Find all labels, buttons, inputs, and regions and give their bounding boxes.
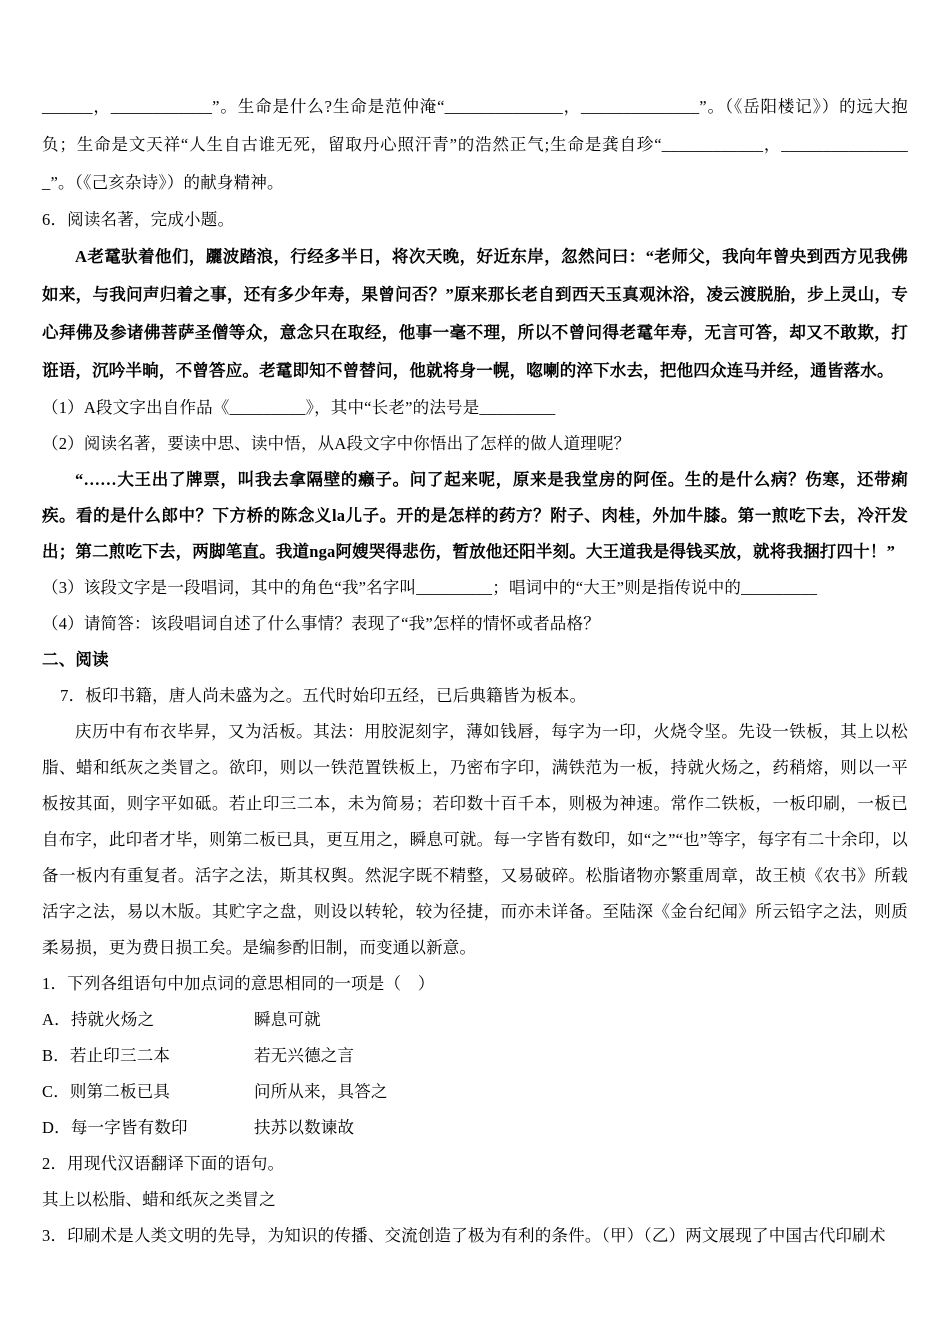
option-row (42, 1074, 908, 1110)
paragraph: ______，____________”。生命是什么?生命是范仲淹“______________，______________”。（《岳阳楼记》）的远大抱负；生命是文天祥“人生自古谁无死，留取丹心照汗青”的浩然正气;生命是龚自珍“____________，________________”。（《己亥杂诗》）的献身精神。 (42, 97, 908, 192)
paragraph: 1．下列各组语句中加点词的意思相同的一项是（ ） (42, 974, 435, 993)
paragraph: 二、阅读 (42, 650, 109, 669)
option-right-phrase: 扶苏以数谏故 (254, 1118, 355, 1137)
paragraph: 3．印刷术是人类文明的先导，为知识的传播、交流创造了极为有利的条件。（甲）（乙）两文展现了中国古代印刷术 (42, 1226, 886, 1245)
option-right-phrase: 瞬息可就 (254, 1010, 321, 1029)
option-left-phrase: C．则第二板已具 (42, 1082, 171, 1101)
option-row (42, 1038, 908, 1074)
paragraph: 7．板印书籍，唐人尚未盛为之。五代时始印五经，已后典籍皆为板本。 (60, 686, 587, 705)
paragraph: （2）阅读名著，要读中思、读中悟，从A段文字中你悟出了怎样的做人道理呢？ (42, 434, 631, 453)
option-right-phrase: 若无兴德之言 (254, 1046, 355, 1065)
paragraph: 庆历中有布衣毕昇，又为活板。其法：用胶泥刻字，薄如钱唇，每字为一印，火烧令坚。先设一铁板，其上以松脂、蜡和纸灰之类冒之。欲印，则以一铁范置铁板上，乃密布字印，满铁范为一板，持就火炀之，药稍熔，则以一平板按其面，则字平如砥。若止印三二本，未为简易；若印数十百千本，则极为神速。常作二铁板，一板印刷，一板已自布字，此印者才毕，则第二板已具，更互用之，瞬息可就。每一字皆有数印，如“之”“也”等字，每字有二十余印，以备一板内有重复者。活字之法，斯其权舆。然泥字既不精整，又易破碎。松脂诸物亦繁重周章，故王桢《农书》所载活字之法，易以木版。其贮字之盘，则设以转轮，较为径捷，而亦未详备。至陆深《金台纪闻》所云铅字之法，则质柔易损，更为费日损工矣。是编参酌旧制，而变通以新意。 (42, 722, 908, 957)
paragraph: “……大王出了牌票，叫我去拿隔壁的癞子。问了起来呢，原来是我堂房的阿侄。生的是什么病？伤寒，还带痢疾。看的是什么郎中？下方桥的陈念义la儿子。开的是怎样的药方？附子、肉桂，外加牛膝。第一煎吃下去，冷汗发出；第二煎吃下去，两脚笔直。我道nga阿嫂哭得悲伤，暂放他还阳半刻。大王道我是得钱买放，就将我捆打四十！” (42, 470, 908, 561)
paragraph: 2．用现代汉语翻译下面的语句。 (42, 1154, 285, 1173)
paragraph: （3）该段文字是一段唱词，其中的角色“我”名字叫_________；唱词中的“大王”则是指传说中的_________ (42, 578, 818, 597)
option-left-phrase: B．若止印三二本 (42, 1046, 171, 1065)
document-body (42, 88, 908, 1254)
paragraph: A老鼋驮着他们，躧波踏浪，行经多半日，将次天晚，好近东岸，忽然问曰：“老师父，我向年曾央到西方见我佛如来，与我问声归着之事，还有多少年寿，果曾问否？”原来那长老自到西天玉真观沐浴，凌云渡脱胎，步上灵山，专心拜佛及参诸佛菩萨圣僧等众，意念只在取经，他事一毫不理，所以不曾问得老鼋年寿，无言可答，却又不敢欺，打诳语，沉吟半晌，不曾答应。老鼋即知不曾替问，他就将身一幌，唿喇的淬下水去，把他四众连马并经，通皆落水。 (42, 247, 908, 380)
paragraph: 其上以松脂、蜡和纸灰之类冒之 (42, 1190, 276, 1209)
paragraph: 6．阅读名著，完成小题。 (42, 210, 235, 229)
option-right-phrase: 问所从来，具答之 (254, 1082, 388, 1101)
option-left-phrase: D．每一字皆有数印 (42, 1118, 188, 1137)
option-left-phrase: A．持就火炀之 (42, 1010, 155, 1029)
option-row (42, 1110, 908, 1146)
paragraph: （4）请简答：该段唱词自述了什么事情？表现了“我”怎样的情怀或者品格？ (42, 614, 600, 633)
paragraph: （1）A段文字出自作品《_________》，其中“长老”的法号是_________ (42, 398, 556, 417)
option-row (42, 1002, 908, 1038)
